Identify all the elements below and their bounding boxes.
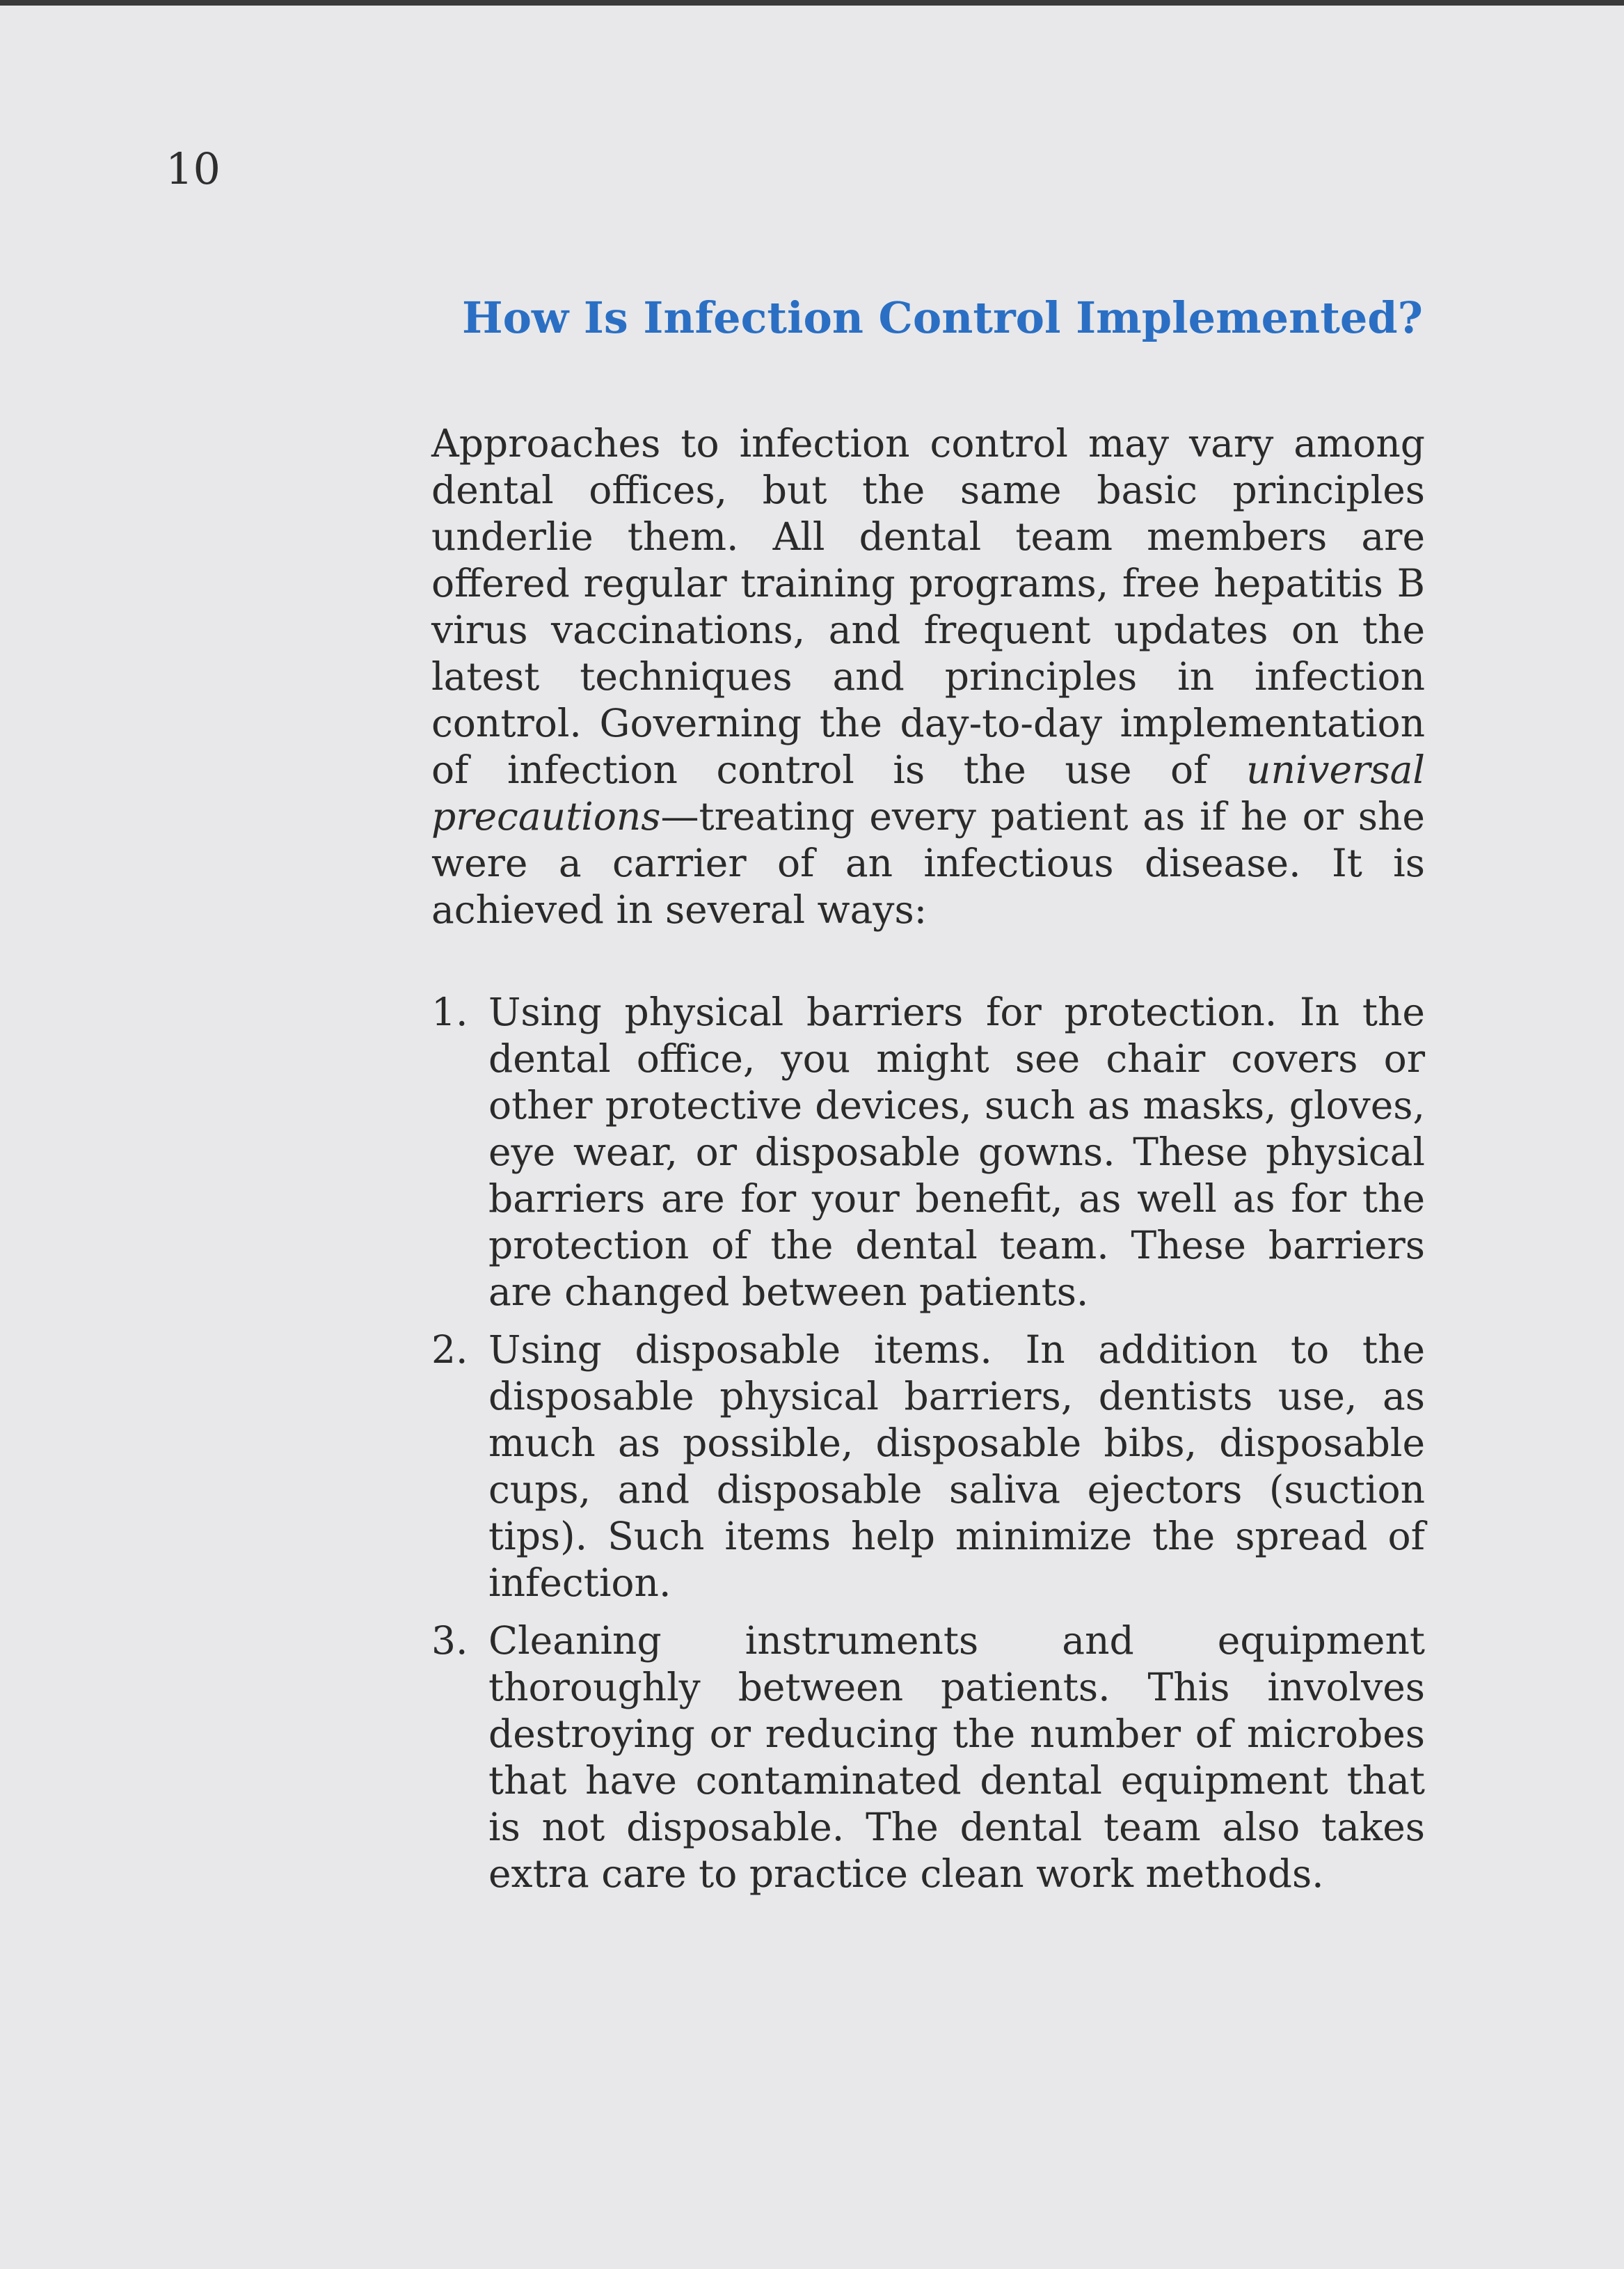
intro-term: universal precautions	[431, 748, 1425, 839]
page-number: 10	[166, 143, 221, 194]
page-content	[431, 292, 1425, 1908]
list-item-text: Using physical barriers for protection. In the dental office, you might see chair covers or other protective devices, such as masks, gloves, eye wear, or disposable gowns. These physical barriers are for your benefit, as well as for the protection of the dental team. These barriers are changed between patients.	[488, 990, 1425, 1315]
methods-list	[431, 989, 1425, 1897]
section-heading: How Is Infection Control Implemented?	[462, 292, 1423, 343]
list-item	[431, 989, 1425, 1315]
list-item-text: Cleaning instruments and equipment thoroughly between patients. This involves destroying or reducing the number of microbes that have contaminated dental equipment that is not disposable. The dental team also takes extra care to practice clean work methods.	[488, 1618, 1425, 1897]
list-item-number: 2.	[431, 1327, 468, 1373]
page-top-edge	[0, 0, 1624, 6]
list-item-number: 3.	[431, 1618, 468, 1663]
list-item	[431, 1327, 1425, 1606]
list-item	[431, 1618, 1425, 1897]
list-item-text: Using disposable items. In addition to the disposable physical barriers, dentists use, as much as possible, disposable bibs, disposable cups, and disposable saliva ejectors (suction tips). Such items help minimize the spread of infection.	[488, 1327, 1425, 1606]
intro-paragraph	[431, 420, 1425, 933]
intro-text-before: Approaches to infection control may vary among dental offices, but the same basic principles underlie them. All dental team members are offered regular training programs, free hepatitis B virus vaccinations, and frequent updates on the latest techniques and principles in infection control. Governing the day-to-day implementation of infection control is the use of	[431, 421, 1425, 793]
intro-text-after: —treating every patient as if he or she were a carrier of an infectious disease. It is achieved in several ways:	[431, 794, 1425, 933]
list-item-number: 1.	[431, 990, 468, 1035]
